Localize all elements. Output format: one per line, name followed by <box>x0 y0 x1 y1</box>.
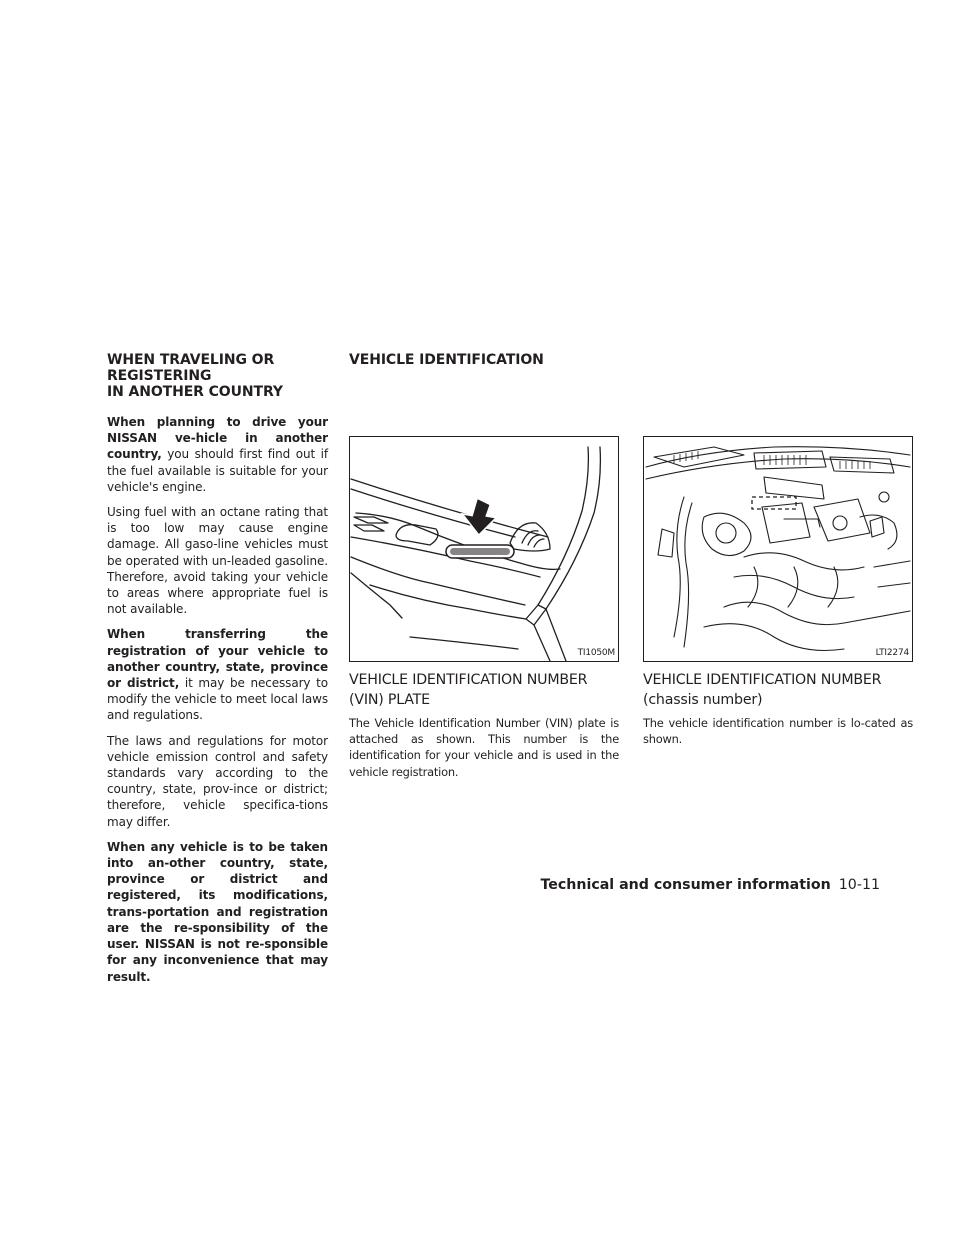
right-column <box>349 352 915 787</box>
paragraph-responsibility-bold: When any vehicle is to be taken into an-other country, state, province or district and registered, its modifications, trans-portation and registration are the re-sponsibility of the user. NISSAN is not re-sponsible for any inconvenience that may result. <box>107 839 328 984</box>
paragraph-responsibility <box>107 839 328 985</box>
page-number: 10-11 <box>838 877 880 893</box>
heading-line-2: IN ANOTHER COUNTRY <box>107 384 283 400</box>
chassis-heading-line-1: VEHICLE IDENTIFICATION NUMBER <box>643 672 882 688</box>
page-footer <box>540 876 880 894</box>
vin-heading-line-1: VEHICLE IDENTIFICATION NUMBER <box>349 672 588 688</box>
section-heading-traveling <box>107 352 328 400</box>
vin-plate-heading <box>349 670 621 710</box>
paragraph-planning-text: you should first find out if the fuel available is suitable for your vehicle's engine. <box>107 447 328 494</box>
vin-heading-line-2: (VIN) PLATE <box>349 692 430 708</box>
paragraph-transferring <box>107 626 328 723</box>
heading-line-1: WHEN TRAVELING OR REGISTERING <box>107 352 275 384</box>
chassis-number-text: The vehicle identification number is lo-cated as shown. <box>643 716 913 747</box>
vin-plate-text: The Vehicle Identification Number (VIN) plate is attached as shown. This number is the identification for your vehicle and is used in the vehicle registration. <box>349 716 619 779</box>
paragraph-planning-bold: When planning to drive your NISSAN ve-hicle in another country, <box>107 415 328 462</box>
left-column <box>107 352 328 994</box>
chassis-heading-line-2: (chassis number) <box>643 692 763 708</box>
paragraph-laws: The laws and regulations for motor vehicle emission control and safety standards vary according to the country, state, prov-ince or district; therefore, vehicle specifica-tions may differ. <box>107 733 328 829</box>
vin-plate-figure <box>349 436 619 662</box>
footer-section-title: Technical and consumer information <box>540 877 831 893</box>
figure-code-chassis: LTI2274 <box>875 648 909 658</box>
chassis-number-heading <box>643 670 915 710</box>
paragraph-octane: Using fuel with an octane rating that is too low may cause engine damage. All gaso-line vehicles must be operated with un-leaded gasoline. Therefore, avoid taking your vehicle to areas where appropriate fuel is not available. <box>107 505 328 617</box>
section-heading-vehicle-identification: VEHICLE IDENTIFICATION <box>349 352 544 368</box>
figure-code-vin: TI1050M <box>577 648 615 658</box>
chassis-number-figure <box>643 436 913 662</box>
paragraph-transferring-bold: When transferring the registration of your vehicle to another country, state, province or district, <box>107 627 328 691</box>
figures-area <box>349 382 915 787</box>
vin-plate-illustration <box>350 437 618 661</box>
paragraph-planning <box>107 414 328 495</box>
paragraph-transferring-text: it may be necessary to modify the vehicle to meet local laws and regulations. <box>107 676 328 723</box>
engine-bay-illustration <box>644 437 912 661</box>
